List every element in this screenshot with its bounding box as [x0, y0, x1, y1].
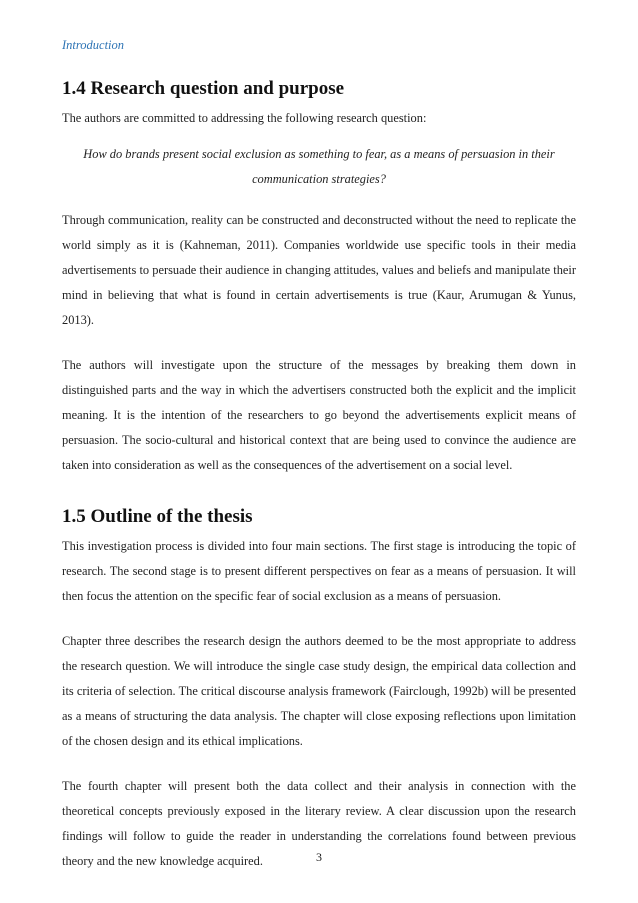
section-heading-1-5: 1.5 Outline of the thesis [62, 506, 253, 527]
paragraph: The authors will investigate upon the structure of the messages by breaking them down in distinguished parts and the way in which the advertisers constructed both the explicit and the implicit meaning. It is the intention of the researchers to go beyond the advertisements explicit means of persuasion. The socio-cultural and historical context that are being used to convince the audience are taken into consideration as well as the consequences of the advertisement on a social level. [62, 358, 576, 472]
running-header: Introduction [62, 38, 125, 52]
section-heading-1-4: 1.4 Research question and purpose [62, 78, 345, 99]
paragraph: This investigation process is divided into four main sections. The first stage is introducing the topic of research. The second stage is to present different perspectives on fear as a means of persuasion. It will then focus the attention on the specific fear of social exclusion as a means of persuasion. [62, 539, 576, 603]
paragraph: The fourth chapter will present both the data collect and their analysis in connection with the theoretical concepts previously exposed in the literary review. A clear discussion upon the research findings will follow to guide the reader in understanding the correlations found between previous theory and the new knowledge acquired. [62, 779, 576, 868]
page-content [62, 78, 576, 894]
section-research-question [62, 78, 576, 478]
section-intro: The authors are committed to addressing the following research question: [62, 111, 427, 125]
document-page [62, 0, 576, 903]
paragraph: Through communication, reality can be constructed and deconstructed without the need to replicate the world simply as it is (Kahneman, 2011). Companies worldwide use specific tools in their media advertisements to persuade their audience in changing attitudes, values and beliefs and manipulate their mind in believing that what is found in certain advertisements is true (Kaur, Arumugan & Yunus, 2013). [62, 213, 576, 327]
research-question: How do brands present social exclusion as something to fear, as a means of persuasion in their communication strategies? [83, 147, 555, 186]
paragraph: Chapter three describes the research design the authors deemed to be the most appropriate to address the research question. We will introduce the single case study design, the empirical data collection and its criteria of selection. The critical discourse analysis framework (Fairclough, 1992b) will be presented as a means of structuring the data analysis. The chapter will close exposing reflections upon limitation of the chosen design and its ethical implications. [62, 634, 576, 748]
page-number: 3 [316, 850, 322, 864]
section-outline [62, 506, 576, 874]
